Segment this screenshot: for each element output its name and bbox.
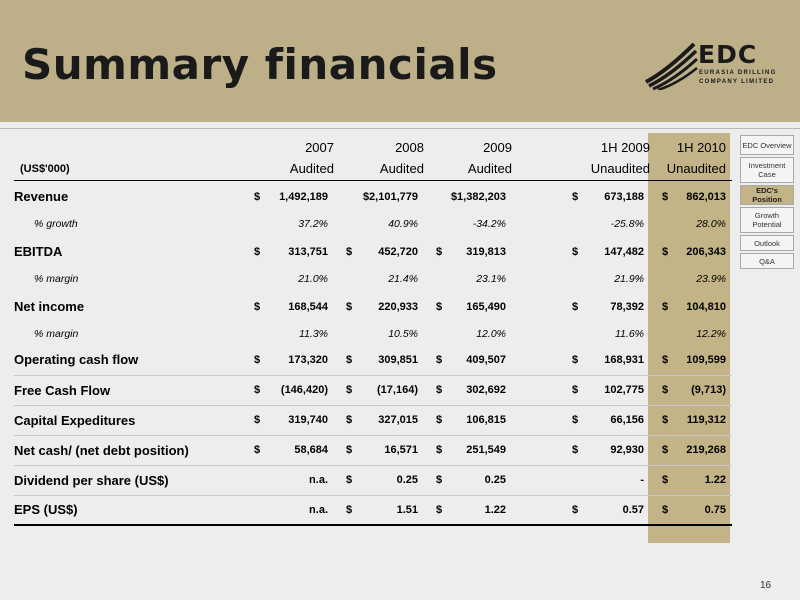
table-cell	[424, 405, 512, 435]
cell-value: 11.6%	[615, 328, 644, 340]
table-cell	[334, 290, 424, 323]
cell-value: 21.4%	[388, 273, 418, 285]
currency-symbol: $	[436, 503, 443, 516]
cell-value: 28.0%	[696, 218, 726, 230]
table-cell	[424, 290, 512, 323]
currency-symbol: $	[346, 300, 353, 313]
cell-value: 168,931	[604, 353, 644, 366]
table-cell	[242, 268, 334, 290]
cell-value: 220,933	[378, 300, 418, 313]
cell-value: 21.0%	[298, 273, 328, 285]
header-row-years	[14, 136, 732, 158]
cell-value: 251,549	[466, 444, 506, 456]
cell-value: 0.25	[396, 474, 418, 486]
table-row	[14, 180, 732, 213]
currency-symbol: $	[346, 503, 353, 516]
nav-item[interactable]: Outlook	[740, 235, 794, 251]
currency-symbol: $	[436, 245, 443, 258]
currency-symbol: $	[572, 414, 579, 426]
logo-tagline-1: EURASIA DRILLING	[699, 70, 777, 76]
table-cell	[560, 405, 650, 435]
cell-value: 862,013	[686, 190, 726, 203]
page-title: Summary financials	[22, 40, 498, 89]
table-cell	[650, 465, 732, 495]
currency-symbol: $	[346, 353, 353, 366]
currency-symbol: $	[662, 353, 669, 366]
row-label: EBITDA	[14, 244, 63, 259]
table-cell	[650, 405, 732, 435]
table-cell	[560, 268, 650, 290]
cell-value: 302,692	[466, 384, 506, 396]
cell-value: n.a.	[309, 503, 328, 516]
table-cell	[650, 290, 732, 323]
cell-value: 452,720	[378, 245, 418, 258]
table-cell	[242, 465, 334, 495]
table-cell	[242, 213, 334, 235]
row-label: Operating cash flow	[14, 345, 242, 375]
column-status: Audited	[242, 158, 334, 180]
row-label: EPS (US$)	[14, 495, 242, 525]
currency-symbol: $	[572, 353, 579, 366]
table-cell	[334, 180, 424, 213]
nav-item[interactable]: Investment Case	[740, 157, 794, 183]
currency-symbol: $	[572, 503, 579, 516]
table-cell	[334, 405, 424, 435]
currency-symbol: $	[436, 300, 443, 313]
table-cell	[424, 213, 512, 235]
currency-symbol: $	[662, 414, 669, 426]
cell-value: -34.2%	[472, 218, 506, 230]
table-cell	[334, 465, 424, 495]
cell-value: 106,815	[466, 414, 506, 426]
table-cell	[424, 180, 512, 213]
table-cell	[242, 495, 334, 525]
currency-symbol: $	[254, 353, 261, 366]
currency-symbol: $	[346, 444, 353, 456]
currency-symbol: $	[254, 384, 261, 396]
table-row	[14, 405, 732, 435]
table-cell	[242, 405, 334, 435]
units-label: (US$'000)	[14, 158, 242, 180]
row-label: Free Cash Flow	[14, 375, 242, 405]
table-cell	[424, 375, 512, 405]
table-cell	[424, 495, 512, 525]
cell-value: 23.9%	[696, 273, 726, 285]
cell-value: 66,156	[610, 414, 644, 426]
currency-symbol: $	[662, 245, 669, 258]
cell-value: 11.3%	[299, 328, 328, 340]
table-cell	[242, 375, 334, 405]
currency-symbol: $	[346, 474, 353, 486]
currency-symbol: $	[436, 444, 443, 456]
currency-symbol: $	[572, 300, 579, 313]
cell-value: 1.22	[484, 503, 506, 516]
table-cell	[334, 435, 424, 465]
cell-value: 40.9%	[388, 218, 418, 230]
table-cell	[242, 290, 334, 323]
cell-value: 173,320	[288, 353, 328, 366]
nav-item[interactable]: EDC Overview	[740, 135, 794, 155]
cell-value: 309,851	[378, 353, 418, 366]
cell-value: 673,188	[604, 190, 644, 203]
currency-symbol: $	[662, 300, 669, 313]
table-row	[14, 375, 732, 405]
currency-symbol: $	[254, 414, 261, 426]
table-cell	[560, 435, 650, 465]
cell-value: 219,268	[686, 444, 726, 456]
cell-value: 102,775	[604, 384, 644, 396]
table-row	[14, 465, 732, 495]
row-label: Capital Expeditures	[14, 405, 242, 435]
header-divider	[0, 128, 800, 129]
cell-value: 1.51	[396, 503, 418, 516]
header-row-status	[14, 158, 732, 180]
currency-symbol: $	[662, 444, 669, 456]
column-year: 2009	[483, 139, 512, 155]
cell-value: 23.1%	[476, 273, 506, 285]
nav-item[interactable]: Q&A	[740, 253, 794, 269]
currency-symbol: $	[254, 300, 261, 313]
table-cell	[242, 345, 334, 375]
table-cell	[242, 435, 334, 465]
cell-value: (146,420)	[280, 384, 328, 396]
currency-symbol: $	[346, 384, 353, 396]
cell-value: 147,482	[604, 245, 644, 258]
table-cell	[560, 465, 650, 495]
table-cell	[650, 435, 732, 465]
row-label: Net income	[14, 299, 85, 314]
table-cell	[650, 235, 732, 268]
table-cell	[424, 323, 512, 345]
table-row	[14, 290, 732, 323]
currency-symbol: $	[572, 190, 579, 203]
table-cell	[560, 495, 650, 525]
cell-value: 327,015	[378, 414, 418, 426]
cell-value: 0.75	[704, 503, 726, 516]
table-cell	[334, 345, 424, 375]
table-cell	[334, 495, 424, 525]
logo-wordmark: EDC	[698, 40, 758, 69]
table-cell	[560, 213, 650, 235]
cell-value: $1,382,203	[450, 190, 506, 203]
table-subrow	[14, 213, 732, 235]
currency-symbol: $	[572, 444, 579, 456]
table-cell	[424, 345, 512, 375]
column-year: 2008	[395, 139, 424, 155]
table-cell	[334, 235, 424, 268]
nav-item[interactable]: EDC's Position	[740, 185, 794, 205]
table-row	[14, 235, 732, 268]
table-cell	[560, 375, 650, 405]
currency-symbol: $	[662, 503, 669, 516]
cell-value: (17,164)	[377, 384, 418, 396]
column-year: 1H 2010	[676, 139, 726, 155]
table-cell	[560, 323, 650, 345]
cell-value: 12.0%	[476, 328, 506, 340]
currency-symbol: $	[662, 384, 669, 396]
section-nav	[740, 135, 794, 271]
cell-value: 313,751	[288, 245, 328, 258]
row-label: % margin	[34, 273, 79, 285]
cell-value: 168,544	[288, 300, 328, 313]
table-row	[14, 345, 732, 375]
column-status: Unaudited	[560, 158, 650, 180]
currency-symbol: $	[254, 190, 261, 203]
page-number: 16	[760, 580, 772, 591]
table-cell	[242, 235, 334, 268]
table-cell	[424, 435, 512, 465]
table-subrow	[14, 268, 732, 290]
table-cell	[424, 465, 512, 495]
cell-value: 1.22	[704, 474, 726, 486]
nav-item[interactable]: Growth Potential	[740, 207, 794, 233]
currency-symbol: $	[436, 384, 443, 396]
cell-value: 319,740	[288, 414, 328, 426]
currency-symbol: $	[662, 190, 669, 203]
cell-value: 10.5%	[388, 328, 418, 340]
cell-value: (9,713)	[691, 384, 726, 396]
currency-symbol: $	[254, 245, 261, 258]
cell-value: $2,101,779	[362, 190, 418, 203]
currency-symbol: $	[572, 245, 579, 258]
row-label: % growth	[34, 218, 78, 230]
row-label: Net cash/ (net debt position)	[14, 435, 242, 465]
table-cell	[242, 323, 334, 345]
table-cell	[334, 375, 424, 405]
column-status: Audited	[424, 158, 512, 180]
table-subrow	[14, 323, 732, 345]
cell-value: 1,492,189	[279, 190, 328, 203]
cell-value: 92,930	[610, 444, 644, 456]
table-cell	[560, 235, 650, 268]
column-status: Audited	[334, 158, 424, 180]
currency-symbol: $	[254, 444, 261, 456]
table-cell	[560, 180, 650, 213]
column-year: 2007	[305, 139, 334, 155]
currency-symbol: $	[572, 384, 579, 396]
cell-value: 409,507	[466, 353, 506, 366]
row-label: Revenue	[14, 189, 69, 205]
table-cell	[560, 290, 650, 323]
table-cell	[650, 268, 732, 290]
cell-value: 58,684	[294, 444, 328, 456]
cell-value: 109,599	[686, 353, 726, 366]
table-cell	[334, 213, 424, 235]
table-cell	[650, 213, 732, 235]
cell-value: 12.2%	[696, 328, 726, 340]
currency-symbol: $	[346, 245, 353, 258]
currency-symbol: $	[436, 414, 443, 426]
cell-value: 319,813	[466, 245, 506, 258]
table-row	[14, 435, 732, 465]
cell-value: n.a.	[309, 474, 328, 486]
currency-symbol: $	[436, 353, 443, 366]
table-cell	[242, 180, 334, 213]
cell-value: 104,810	[686, 300, 726, 313]
table-cell	[650, 323, 732, 345]
cell-value: 206,343	[686, 245, 726, 258]
table-cell	[334, 268, 424, 290]
currency-symbol: $	[436, 474, 443, 486]
cell-value: 21.9%	[614, 273, 644, 285]
table-cell	[424, 235, 512, 268]
table-cell	[334, 323, 424, 345]
currency-symbol: $	[662, 474, 669, 486]
table-cell	[650, 180, 732, 213]
table-row	[14, 495, 732, 525]
currency-symbol: $	[346, 414, 353, 426]
cell-value: 78,392	[610, 300, 644, 313]
table-cell	[424, 268, 512, 290]
cell-value: 0.57	[622, 503, 644, 516]
table-cell	[560, 345, 650, 375]
financials-table	[14, 136, 732, 526]
table-cell	[650, 495, 732, 525]
table-cell	[650, 375, 732, 405]
cell-value: -	[640, 474, 644, 486]
column-status: Unaudited	[650, 158, 732, 180]
cell-value: 165,490	[466, 300, 506, 313]
cell-value: 0.25	[484, 474, 506, 486]
row-label: Dividend per share (US$)	[14, 465, 242, 495]
cell-value: 16,571	[384, 444, 418, 456]
column-year: 1H 2009	[600, 139, 650, 155]
row-label: % margin	[34, 328, 79, 340]
cell-value: 37.2%	[298, 218, 328, 230]
cell-value: 119,312	[686, 414, 726, 426]
logo-tagline-2: COMPANY LIMITED	[699, 79, 775, 85]
swoosh-logo-icon	[640, 38, 698, 90]
cell-value: -25.8%	[610, 218, 644, 230]
table-cell	[650, 345, 732, 375]
company-logo	[640, 38, 780, 90]
